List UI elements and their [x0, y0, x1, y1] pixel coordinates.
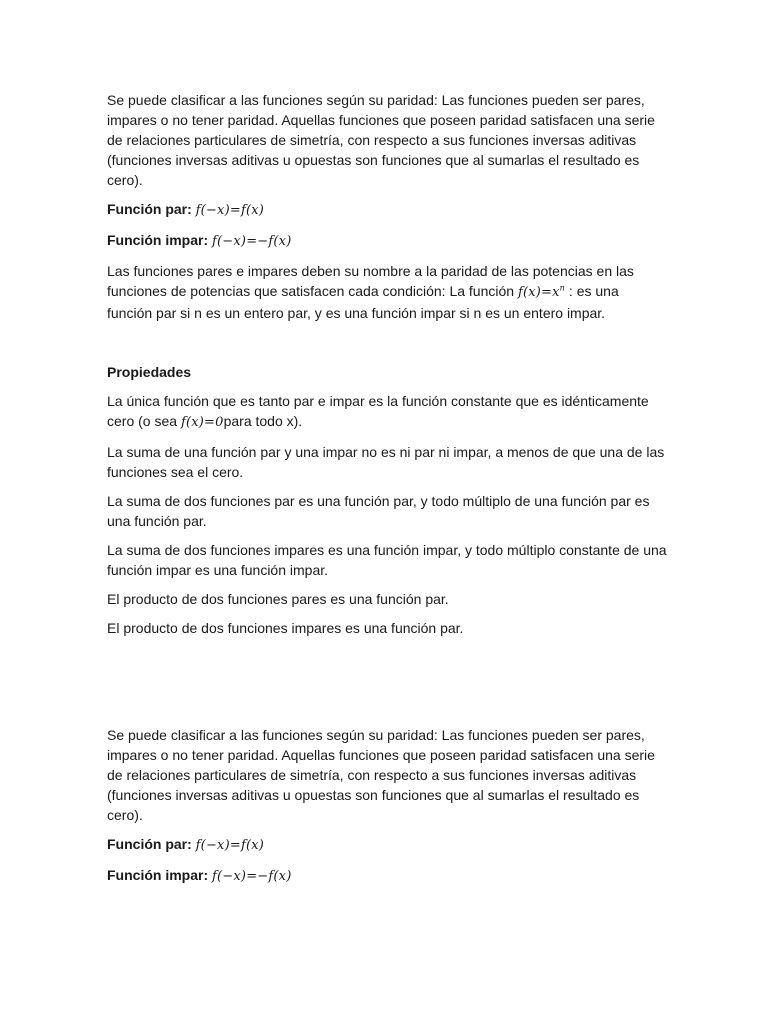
odd-function-formula: f(−x)=−f(x): [212, 234, 292, 249]
even-function-formula: f(−x)=f(x): [195, 203, 265, 218]
intro-paragraph-repeat: Se puede clasificar a las funciones según su paridad: Las funciones pueden ser pares, impares o no tener paridad. Aquellas funciones que poseen paridad satisfacen una serie de relaciones particulares de simetría, con respecto a sus funciones inversas aditivas (funciones inversas aditivas u opuestas son funciones que al sumarlas el resultado es cero).: [107, 727, 655, 823]
property-zero-text-start: La única función que es tanto par e impar es la función constante que es idénticamente cero (o sea: [107, 393, 649, 429]
even-function-definition: [107, 199, 667, 221]
odd-function-label: Función impar:: [107, 232, 209, 248]
power-function-exponent: n: [559, 283, 566, 293]
property-product-even: El producto de dos funciones pares es una función par.: [107, 591, 449, 607]
odd-function-definition: [107, 230, 667, 252]
parity-explanation-paragraph: [107, 261, 667, 323]
even-function-label: Función par:: [107, 836, 192, 852]
property-zero-text-end: para todo x).: [223, 413, 303, 429]
property-sum-odd: La suma de dos funciones impares es una función impar, y todo múltiplo constante de una función impar es una función impar.: [107, 542, 667, 578]
odd-function-formula: f(−x)=−f(x): [212, 869, 292, 884]
even-function-definition-repeat: [107, 834, 667, 856]
even-function-formula: f(−x)=f(x): [195, 838, 265, 853]
property-zero-function: [107, 391, 667, 433]
spacer: [107, 332, 667, 362]
power-function-formula: [518, 285, 565, 300]
odd-function-definition-repeat: [107, 865, 667, 887]
property-sum-even: La suma de dos funciones par es una función par, y todo múltiplo de una función par es una función par.: [107, 493, 650, 529]
property-sum-even-odd: La suma de una función par y una impar no es ni par ni impar, a menos de que una de las funciones sea el cero.: [107, 444, 665, 480]
parity-text-start: Las funciones pares e impares deben su nombre a la paridad de las potencias en las funciones de potencias que satisfacen cada condición: La función: [107, 263, 634, 299]
power-function-base: f(x)=x: [517, 285, 560, 300]
document-page: [107, 90, 667, 896]
intro-paragraph: Se puede clasificar a las funciones según su paridad: Las funciones pueden ser pares, impares o no tener paridad. Aquellas funciones que poseen paridad satisfacen una serie de relaciones particulares de simetría, con respecto a sus funciones inversas aditivas (funciones inversas aditivas u opuestas son funciones que al sumarlas el resultado es cero).: [107, 92, 655, 188]
zero-function-formula: f(x)=0: [180, 415, 224, 430]
property-product-odd: El producto de dos funciones impares es una función par.: [107, 620, 464, 636]
odd-function-label: Función impar:: [107, 867, 209, 883]
spacer: [107, 647, 667, 725]
parity-text-end: : es una función par si n es un entero par, y es una función impar si n es un entero impar.: [107, 283, 619, 321]
properties-heading: Propiedades: [107, 364, 192, 380]
even-function-label: Función par:: [107, 201, 192, 217]
